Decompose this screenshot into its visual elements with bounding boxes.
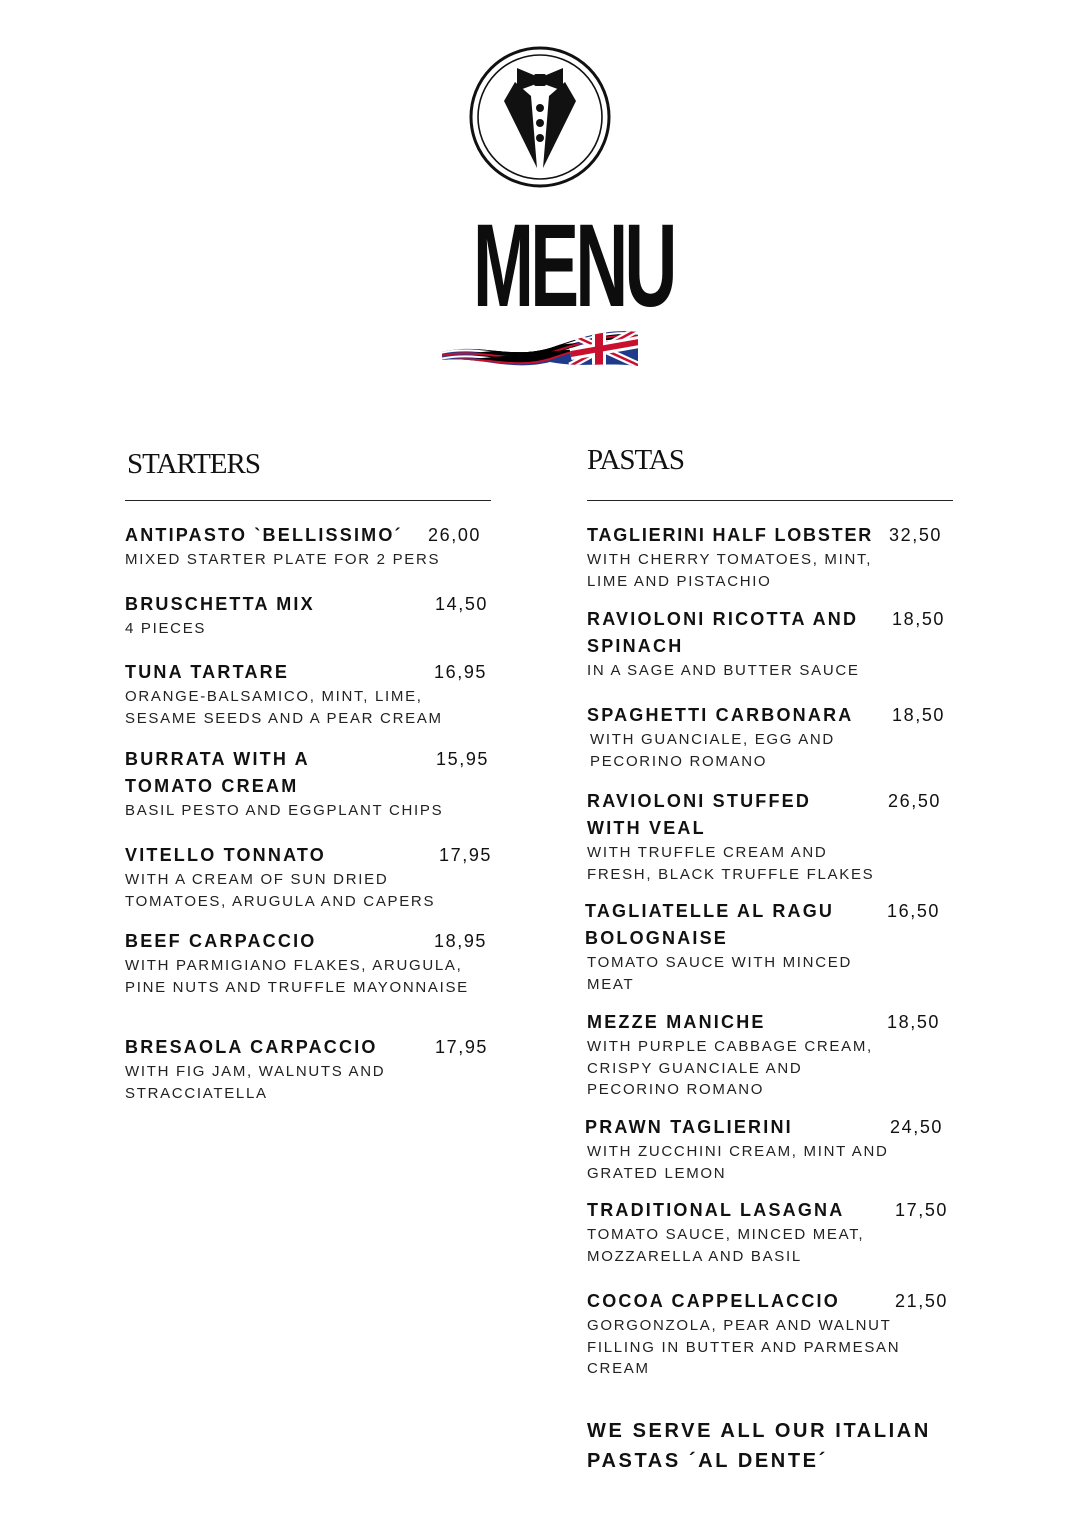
item-name: BURRATA WITH A TOMATO CREAM [125, 749, 310, 796]
item-description: WITH PARMIGIANO FLAKES, ARUGULA, PINE NUTS AND TRUFFLE MAYONNAISE [125, 957, 469, 996]
menu-item [125, 842, 491, 912]
item-name: TRADITIONAL LASAGNA [587, 1200, 845, 1220]
item-price: 16,50 [887, 901, 941, 921]
menu-item [587, 1197, 953, 1267]
item-name: RAVIOLONI RICOTTA AND SPINACH [587, 609, 859, 656]
item-price: 18,50 [892, 609, 946, 629]
menu-item [125, 591, 491, 640]
item-price: 17,95 [435, 1037, 489, 1057]
menu-item [125, 746, 491, 822]
item-description: WITH GUANCIALE, EGG AND PECORINO ROMANO [590, 731, 835, 770]
item-price: 18,50 [887, 1012, 941, 1032]
item-name: TAGLIATELLE AL RAGU BOLOGNAISE [585, 901, 835, 948]
menu-item [587, 1288, 953, 1380]
item-name: BRUSCHETTA MIX [125, 594, 315, 614]
menu-item [587, 1009, 953, 1101]
section-divider [125, 500, 491, 501]
item-name: ANTIPASTO `BELLISSIMO´ [125, 525, 403, 545]
section-divider [587, 500, 953, 501]
item-name: TAGLIERINI HALF LOBSTER [587, 525, 874, 545]
tuxedo-bowtie-icon [469, 46, 611, 188]
item-name: TUNA TARTARE [125, 662, 290, 682]
item-name: SPAGHETTI CARBONARA [587, 705, 854, 725]
item-name: PRAWN TAGLIERINI [585, 1117, 793, 1137]
item-description: ORANGE-BALSAMICO, MINT, LIME, SESAME SEEDS AND A PEAR CREAM [125, 688, 443, 727]
union-jack-ribbon-icon [440, 326, 640, 372]
menu-item [125, 1034, 491, 1104]
item-description: GORGONZOLA, PEAR AND WALNUT FILLING IN BUTTER AND PARMESAN CREAM [587, 1317, 901, 1377]
item-price: 17,95 [439, 845, 493, 865]
item-description: BASIL PESTO AND EGGPLANT CHIPS [125, 802, 444, 819]
menu-item [587, 702, 953, 772]
section-heading-pastas: PASTAS [587, 444, 685, 476]
item-description: TOMATO SAUCE WITH MINCED MEAT [587, 954, 852, 993]
item-price: 26,00 [428, 525, 482, 545]
menu-item [125, 928, 491, 998]
item-name: RAVIOLONI STUFFED WITH VEAL [587, 791, 812, 838]
menu-item [587, 522, 957, 592]
item-description: WITH FIG JAM, WALNUTS AND STRACCIATELLA [125, 1063, 386, 1102]
menu-item [587, 788, 953, 885]
menu-item [125, 659, 491, 729]
item-description: MIXED STARTER PLATE FOR 2 PERS [125, 551, 441, 568]
item-name: MEZZE MANICHE [587, 1012, 766, 1032]
item-description: WITH A CREAM OF SUN DRIED TOMATOES, ARUGULA AND CAPERS [125, 871, 436, 910]
item-price: 18,95 [434, 931, 488, 951]
item-description: WITH TRUFFLE CREAM AND FRESH, BLACK TRUFFLE FLAKES [587, 844, 875, 883]
al-dente-note: WE SERVE ALL OUR ITALIAN PASTAS ´AL DENTE´ [587, 1420, 931, 1472]
item-name: COCOA CAPPELLACCIO [587, 1291, 840, 1311]
item-price: 24,50 [890, 1117, 944, 1137]
item-price: 26,50 [888, 791, 942, 811]
item-description: 4 PIECES [125, 620, 207, 637]
menu-item [585, 898, 951, 995]
item-price: 32,50 [889, 525, 943, 545]
item-price: 14,50 [435, 594, 489, 614]
menu-title: MENU [473, 200, 674, 332]
menu-item [585, 1114, 955, 1184]
item-price: 18,50 [892, 705, 946, 725]
item-description: WITH ZUCCHINI CREAM, MINT AND GRATED LEMON [587, 1143, 889, 1182]
item-description: IN A SAGE AND BUTTER SAUCE [587, 662, 860, 679]
item-description: TOMATO SAUCE, MINCED MEAT, MOZZARELLA AND BASIL [587, 1226, 865, 1265]
item-description: WITH PURPLE CABBAGE CREAM, CRISPY GUANCIALE AND PECORINO ROMANO [587, 1038, 873, 1098]
section-heading-starters: STARTERS [127, 448, 260, 480]
item-price: 15,95 [436, 749, 490, 769]
menu-item [587, 606, 953, 682]
item-name: BRESAOLA CARPACCIO [125, 1037, 378, 1057]
item-price: 21,50 [895, 1291, 949, 1311]
item-price: 17,50 [895, 1200, 949, 1220]
item-name: VITELLO TONNATO [125, 845, 327, 865]
menu-item [125, 522, 491, 571]
item-price: 16,95 [434, 662, 488, 682]
item-name: BEEF CARPACCIO [125, 931, 317, 951]
item-description: WITH CHERRY TOMATOES, MINT, LIME AND PISTACHIO [587, 551, 873, 590]
